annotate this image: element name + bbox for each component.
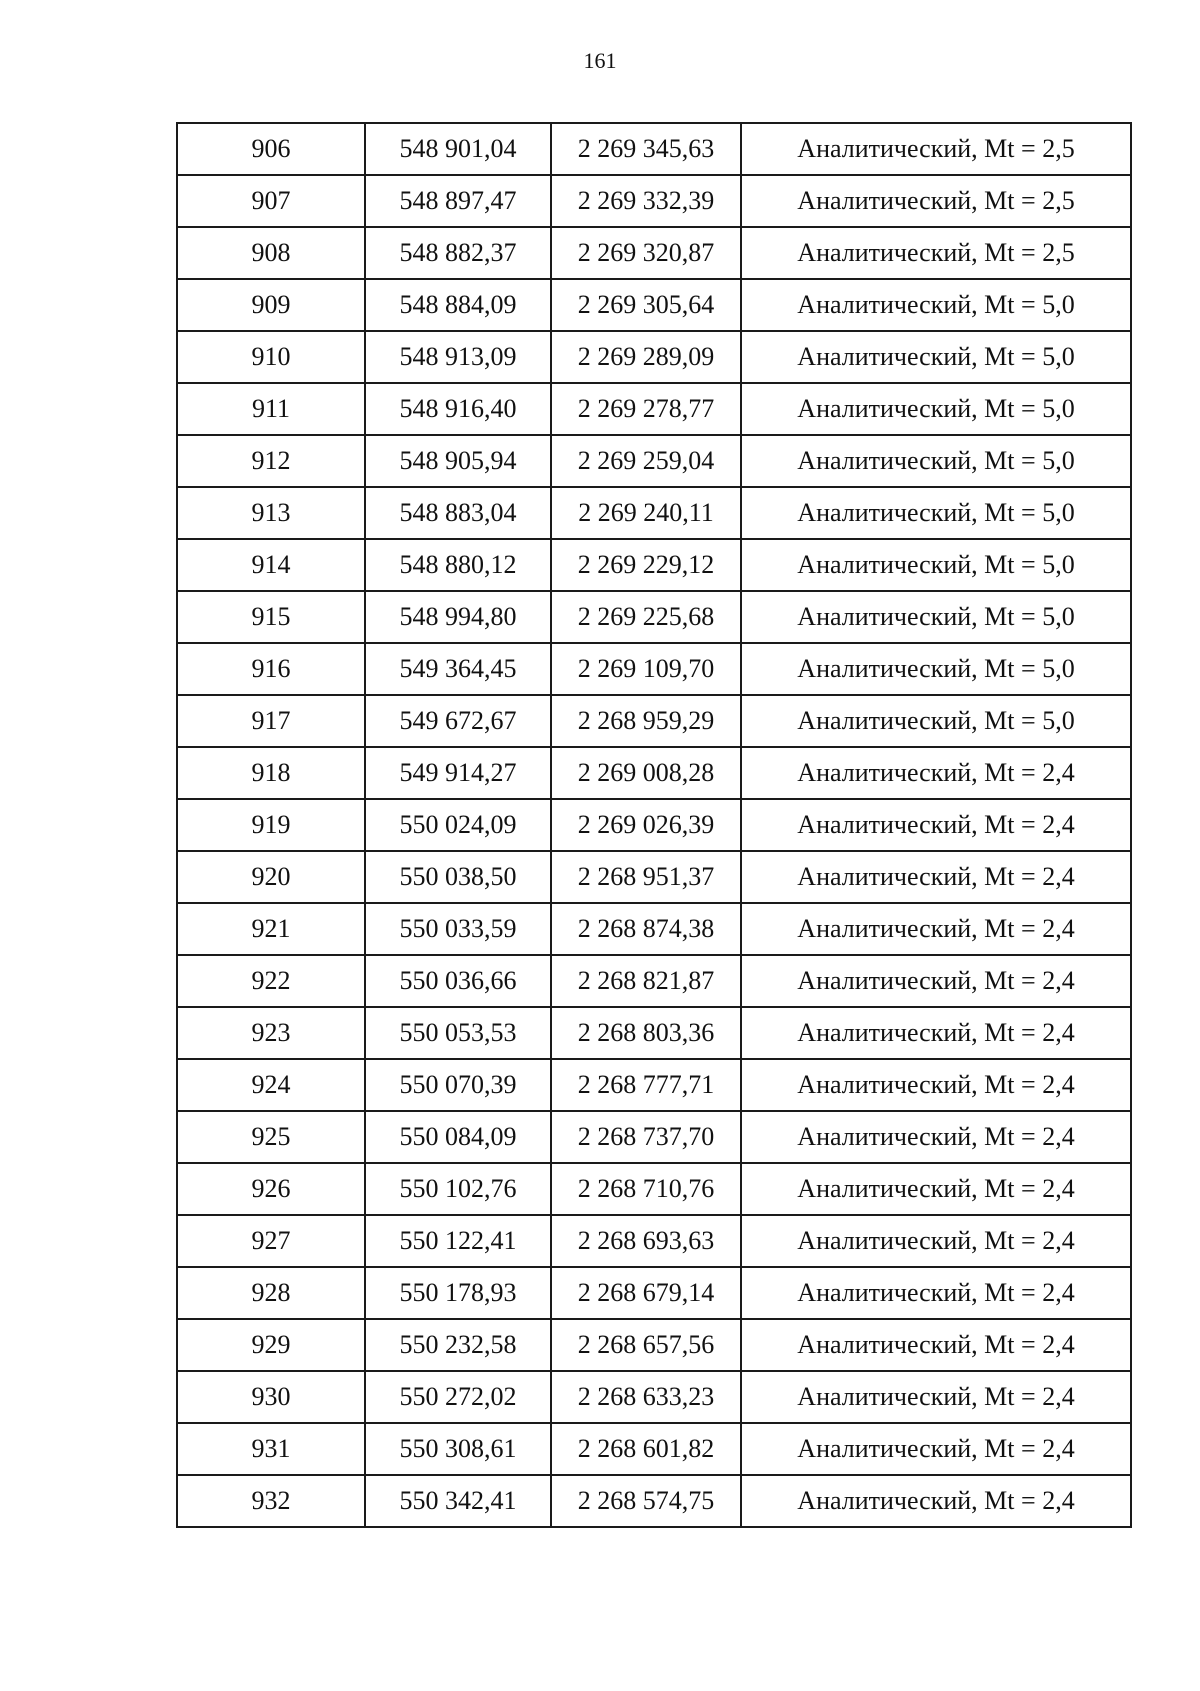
method-cell: Аналитический, Mt = 2,4 <box>741 903 1131 955</box>
table-row <box>177 1059 1131 1111</box>
table-row <box>177 383 1131 435</box>
method-cell: Аналитический, Mt = 5,0 <box>741 695 1131 747</box>
y-coordinate-cell: 2 269 225,68 <box>551 591 741 643</box>
point-number-cell: 914 <box>177 539 365 591</box>
point-number-cell: 912 <box>177 435 365 487</box>
y-coordinate-cell: 2 269 289,09 <box>551 331 741 383</box>
point-number-cell: 908 <box>177 227 365 279</box>
y-coordinate-cell: 2 268 737,70 <box>551 1111 741 1163</box>
method-cell: Аналитический, Mt = 2,4 <box>741 955 1131 1007</box>
x-coordinate-cell: 549 364,45 <box>365 643 551 695</box>
method-cell: Аналитический, Mt = 5,0 <box>741 279 1131 331</box>
y-coordinate-cell: 2 268 633,23 <box>551 1371 741 1423</box>
x-coordinate-cell: 550 122,41 <box>365 1215 551 1267</box>
method-cell: Аналитический, Mt = 2,4 <box>741 851 1131 903</box>
point-number-cell: 913 <box>177 487 365 539</box>
x-coordinate-cell: 548 883,04 <box>365 487 551 539</box>
coordinates-table <box>176 122 1132 1528</box>
method-cell: Аналитический, Mt = 5,0 <box>741 383 1131 435</box>
y-coordinate-cell: 2 268 693,63 <box>551 1215 741 1267</box>
method-cell: Аналитический, Mt = 2,4 <box>741 1371 1131 1423</box>
x-coordinate-cell: 550 033,59 <box>365 903 551 955</box>
method-cell: Аналитический, Mt = 2,4 <box>741 747 1131 799</box>
point-number-cell: 925 <box>177 1111 365 1163</box>
y-coordinate-cell: 2 268 951,37 <box>551 851 741 903</box>
method-cell: Аналитический, Mt = 2,4 <box>741 1267 1131 1319</box>
x-coordinate-cell: 550 232,58 <box>365 1319 551 1371</box>
x-coordinate-cell: 548 882,37 <box>365 227 551 279</box>
table-row <box>177 487 1131 539</box>
point-number-cell: 919 <box>177 799 365 851</box>
x-coordinate-cell: 550 070,39 <box>365 1059 551 1111</box>
table-row <box>177 1267 1131 1319</box>
table-row <box>177 799 1131 851</box>
y-coordinate-cell: 2 269 240,11 <box>551 487 741 539</box>
method-cell: Аналитический, Mt = 5,0 <box>741 643 1131 695</box>
method-cell: Аналитический, Mt = 2,5 <box>741 227 1131 279</box>
point-number-cell: 917 <box>177 695 365 747</box>
method-cell: Аналитический, Mt = 2,4 <box>741 1215 1131 1267</box>
y-coordinate-cell: 2 268 574,75 <box>551 1475 741 1527</box>
y-coordinate-cell: 2 268 777,71 <box>551 1059 741 1111</box>
y-coordinate-cell: 2 268 874,38 <box>551 903 741 955</box>
point-number-cell: 932 <box>177 1475 365 1527</box>
table-row <box>177 955 1131 1007</box>
y-coordinate-cell: 2 269 109,70 <box>551 643 741 695</box>
x-coordinate-cell: 548 994,80 <box>365 591 551 643</box>
table-row <box>177 1111 1131 1163</box>
point-number-cell: 927 <box>177 1215 365 1267</box>
y-coordinate-cell: 2 268 657,56 <box>551 1319 741 1371</box>
table-row <box>177 695 1131 747</box>
x-coordinate-cell: 550 036,66 <box>365 955 551 1007</box>
point-number-cell: 916 <box>177 643 365 695</box>
method-cell: Аналитический, Mt = 2,5 <box>741 123 1131 175</box>
table-row <box>177 227 1131 279</box>
coordinates-table-body <box>177 123 1131 1527</box>
x-coordinate-cell: 548 916,40 <box>365 383 551 435</box>
point-number-cell: 930 <box>177 1371 365 1423</box>
table-row <box>177 435 1131 487</box>
method-cell: Аналитический, Mt = 5,0 <box>741 331 1131 383</box>
y-coordinate-cell: 2 269 259,04 <box>551 435 741 487</box>
x-coordinate-cell: 550 178,93 <box>365 1267 551 1319</box>
x-coordinate-cell: 550 272,02 <box>365 1371 551 1423</box>
table-row <box>177 1475 1131 1527</box>
x-coordinate-cell: 548 897,47 <box>365 175 551 227</box>
x-coordinate-cell: 548 913,09 <box>365 331 551 383</box>
point-number-cell: 921 <box>177 903 365 955</box>
table-row <box>177 747 1131 799</box>
point-number-cell: 928 <box>177 1267 365 1319</box>
table-row <box>177 279 1131 331</box>
point-number-cell: 915 <box>177 591 365 643</box>
point-number-cell: 918 <box>177 747 365 799</box>
point-number-cell: 924 <box>177 1059 365 1111</box>
point-number-cell: 922 <box>177 955 365 1007</box>
table-row <box>177 1215 1131 1267</box>
x-coordinate-cell: 548 884,09 <box>365 279 551 331</box>
table-row <box>177 591 1131 643</box>
table-row <box>177 123 1131 175</box>
y-coordinate-cell: 2 268 959,29 <box>551 695 741 747</box>
table-row <box>177 851 1131 903</box>
method-cell: Аналитический, Mt = 2,4 <box>741 1007 1131 1059</box>
point-number-cell: 909 <box>177 279 365 331</box>
method-cell: Аналитический, Mt = 2,5 <box>741 175 1131 227</box>
y-coordinate-cell: 2 269 332,39 <box>551 175 741 227</box>
y-coordinate-cell: 2 269 026,39 <box>551 799 741 851</box>
table-row <box>177 1319 1131 1371</box>
x-coordinate-cell: 550 084,09 <box>365 1111 551 1163</box>
table-row <box>177 1371 1131 1423</box>
table-row <box>177 903 1131 955</box>
point-number-cell: 906 <box>177 123 365 175</box>
table-row <box>177 175 1131 227</box>
table-row <box>177 1163 1131 1215</box>
method-cell: Аналитический, Mt = 5,0 <box>741 435 1131 487</box>
point-number-cell: 931 <box>177 1423 365 1475</box>
x-coordinate-cell: 550 308,61 <box>365 1423 551 1475</box>
x-coordinate-cell: 550 102,76 <box>365 1163 551 1215</box>
point-number-cell: 907 <box>177 175 365 227</box>
x-coordinate-cell: 549 672,67 <box>365 695 551 747</box>
method-cell: Аналитический, Mt = 2,4 <box>741 1059 1131 1111</box>
y-coordinate-cell: 2 269 278,77 <box>551 383 741 435</box>
x-coordinate-cell: 548 905,94 <box>365 435 551 487</box>
page-number: 161 <box>583 48 617 73</box>
table-row <box>177 1007 1131 1059</box>
x-coordinate-cell: 550 024,09 <box>365 799 551 851</box>
table-row <box>177 539 1131 591</box>
y-coordinate-cell: 2 268 821,87 <box>551 955 741 1007</box>
method-cell: Аналитический, Mt = 5,0 <box>741 539 1131 591</box>
x-coordinate-cell: 550 342,41 <box>365 1475 551 1527</box>
point-number-cell: 926 <box>177 1163 365 1215</box>
y-coordinate-cell: 2 269 305,64 <box>551 279 741 331</box>
method-cell: Аналитический, Mt = 5,0 <box>741 487 1131 539</box>
point-number-cell: 911 <box>177 383 365 435</box>
x-coordinate-cell: 550 038,50 <box>365 851 551 903</box>
method-cell: Аналитический, Mt = 2,4 <box>741 1163 1131 1215</box>
y-coordinate-cell: 2 269 229,12 <box>551 539 741 591</box>
method-cell: Аналитический, Mt = 2,4 <box>741 1475 1131 1527</box>
x-coordinate-cell: 550 053,53 <box>365 1007 551 1059</box>
method-cell: Аналитический, Mt = 5,0 <box>741 591 1131 643</box>
x-coordinate-cell: 548 880,12 <box>365 539 551 591</box>
x-coordinate-cell: 548 901,04 <box>365 123 551 175</box>
method-cell: Аналитический, Mt = 2,4 <box>741 1111 1131 1163</box>
y-coordinate-cell: 2 268 803,36 <box>551 1007 741 1059</box>
method-cell: Аналитический, Mt = 2,4 <box>741 1423 1131 1475</box>
point-number-cell: 920 <box>177 851 365 903</box>
point-number-cell: 923 <box>177 1007 365 1059</box>
y-coordinate-cell: 2 269 345,63 <box>551 123 741 175</box>
point-number-cell: 910 <box>177 331 365 383</box>
table-row <box>177 1423 1131 1475</box>
y-coordinate-cell: 2 269 008,28 <box>551 747 741 799</box>
method-cell: Аналитический, Mt = 2,4 <box>741 799 1131 851</box>
point-number-cell: 929 <box>177 1319 365 1371</box>
y-coordinate-cell: 2 268 679,14 <box>551 1267 741 1319</box>
y-coordinate-cell: 2 268 601,82 <box>551 1423 741 1475</box>
y-coordinate-cell: 2 268 710,76 <box>551 1163 741 1215</box>
table-row <box>177 643 1131 695</box>
method-cell: Аналитический, Mt = 2,4 <box>741 1319 1131 1371</box>
x-coordinate-cell: 549 914,27 <box>365 747 551 799</box>
y-coordinate-cell: 2 269 320,87 <box>551 227 741 279</box>
table-row <box>177 331 1131 383</box>
